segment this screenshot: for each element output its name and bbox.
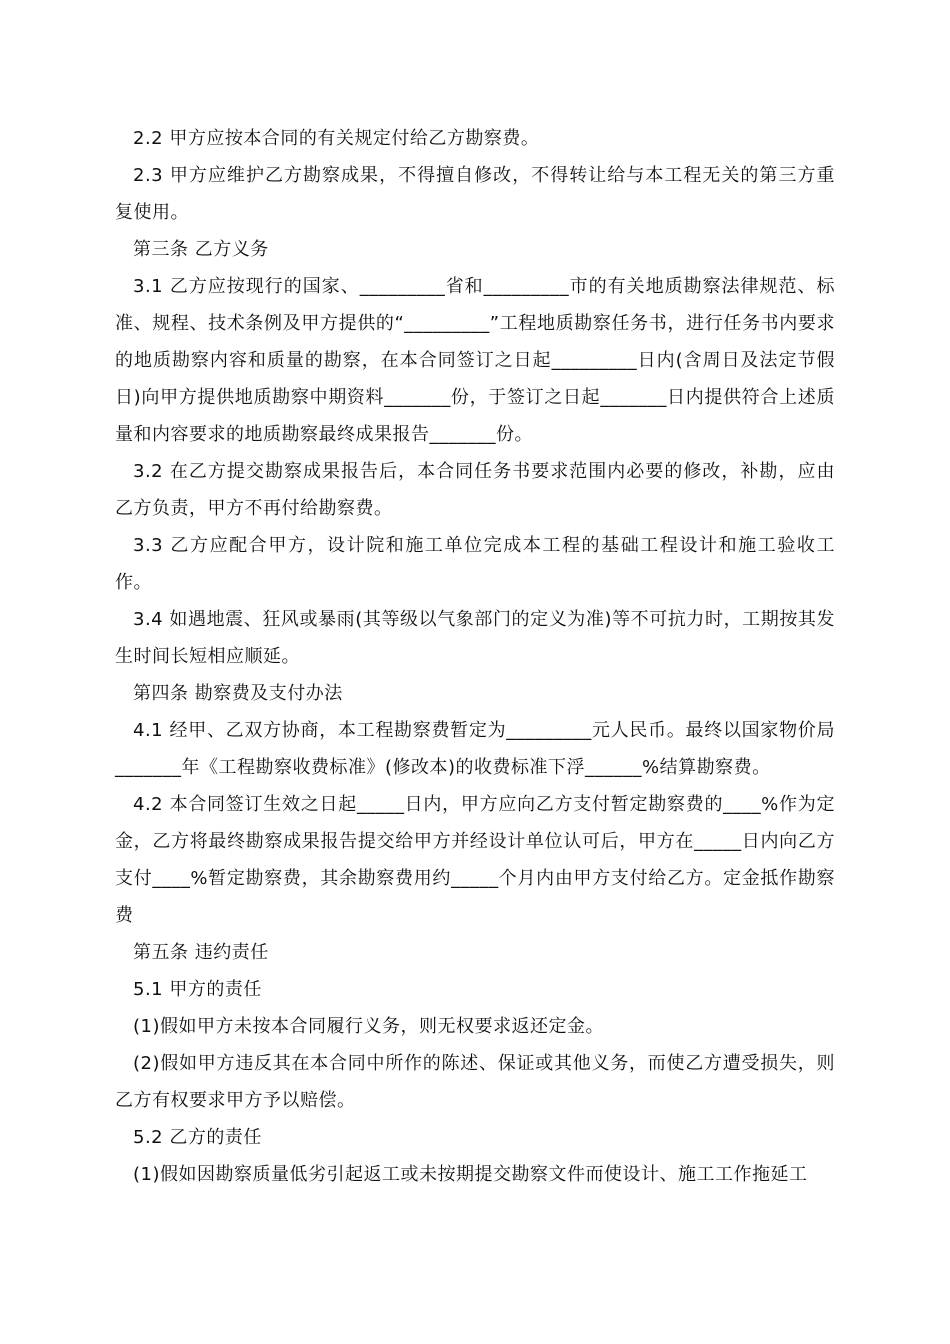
clause-5-1: 5.1 甲方的责任: [133, 979, 262, 1000]
clause-5-2-item-1: (1)假如因勘察质量低劣引起返工或未按期提交勘察文件而使设计、施工工作拖延工: [133, 1164, 808, 1185]
clause-2-3: 2.3 甲方应维护乙方勘察成果，不得擅自修改，不得转让给与本工程无关的第三方重复使用。: [115, 165, 835, 223]
article-4-heading: 第四条 勘察费及支付办法: [133, 683, 343, 704]
clause-5-1-item-1: (1)假如甲方未按本合同履行义务，则无权要求返还定金。: [133, 1016, 604, 1037]
article-3-heading: 第三条 乙方义务: [133, 239, 269, 260]
clause-3-4: 3.4 如遇地震、狂风或暴雨(其等级以气象部门的定义为准)等不可抗力时，工期按其发生时间长短相应顺延。: [115, 609, 835, 667]
clause-5-1-item-2: (2)假如甲方违反其在本合同中所作的陈述、保证或其他义务，而使乙方遭受损失，则乙方有权要求甲方予以赔偿。: [115, 1053, 835, 1111]
contract-body: [115, 120, 835, 1193]
clause-3-1: 3.1 乙方应按现行的国家、_________省和_________市的有关地质勘察法律规范、标准、规程、技术条例及甲方提供的“_________”工程地质勘察任务书，进行任务书内要求的地质勘察内容和质量的勘察，在本合同签订之日起_________日内(含周日及法定节假日)向甲方提供地质勘察中期资料_______份，于签订之日起_______日内提供符合上述质量和内容要求的地质勘察最终成果报告_______份。: [115, 276, 835, 445]
article-5-heading: 第五条 违约责任: [133, 942, 269, 963]
clause-5-2: 5.2 乙方的责任: [133, 1127, 262, 1148]
clause-3-2: 3.2 在乙方提交勘察成果报告后，本合同任务书要求范围内必要的修改，补勘，应由乙方负责，甲方不再付给勘察费。: [115, 461, 835, 519]
clause-3-3: 3.3 乙方应配合甲方，设计院和施工单位完成本工程的基础工程设计和施工验收工作。: [115, 535, 835, 593]
clause-2-2: 2.2 甲方应按本合同的有关规定付给乙方勘察费。: [133, 128, 540, 149]
clause-4-2: 4.2 本合同签订生效之日起_____日内，甲方应向乙方支付暂定勘察费的____%作为定金，乙方将最终勘察成果报告提交给甲方并经设计单位认可后，甲方在_____日内向乙方支付____%暂定勘察费，其余勘察费用约_____个月内由甲方支付给乙方。定金抵作勘察费: [115, 794, 835, 926]
clause-4-1: 4.1 经甲、乙双方协商，本工程勘察费暂定为_________元人民币。最终以国家物价局_______年《工程勘察收费标准》(修改本)的收费标准下浮______%结算勘察费。: [115, 720, 835, 778]
